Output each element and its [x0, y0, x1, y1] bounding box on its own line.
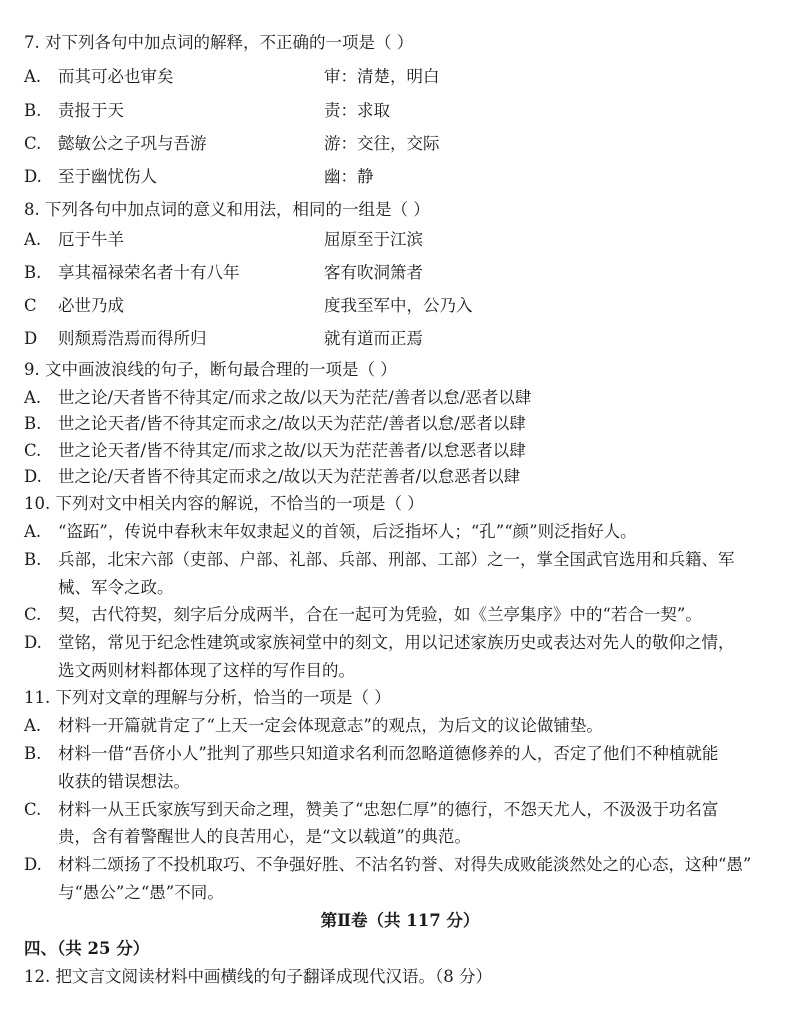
option-label: D.: [24, 467, 42, 486]
q10-option-c: [24, 605, 702, 625]
option-text: 世之论/天者皆不待其定/而求之故/以天为茫茫/善者以怠/恶者以肆: [58, 388, 532, 407]
option-gloss: 度我至军中，公乃入: [324, 296, 473, 315]
q10-option-a: [24, 522, 637, 542]
option-gloss: 屈原至于江滨: [324, 230, 423, 249]
q11-option-a: [24, 716, 603, 736]
option-label: A.: [24, 716, 42, 735]
q9-option-b: [24, 414, 526, 434]
option-text: 必世乃成: [58, 296, 124, 315]
section-title: 第Ⅱ卷（共 117 分）: [320, 911, 480, 930]
option-text: 堂铭，常见于纪念性建筑或家族祠堂中的刻文，用以记述家族历史或表达对先人的敬仰之情，: [58, 633, 735, 652]
q7-option-c: [24, 134, 440, 154]
option-label: D.: [24, 855, 42, 874]
option-label: C.: [24, 800, 42, 819]
q9-option-a: [24, 388, 531, 408]
option-text: 材料一从王氏家族写到天命之理，赞美了“忠恕仁厚”的德行，不怨天尤人，不汲汲于功名富: [58, 800, 719, 819]
q7-option-d: [24, 167, 374, 187]
option-gloss: 游：交往，交际: [324, 134, 440, 153]
q10-option-b: [24, 550, 735, 570]
option-label: C.: [24, 605, 42, 624]
q9-option-d: [24, 467, 520, 487]
option-label: A.: [24, 67, 42, 86]
option-gloss: 责：求取: [324, 101, 390, 120]
option-text: 材料一借“吾侪小人”批判了那些只知道求名利而忽略道德修养的人，否定了他们不种植就能: [58, 744, 719, 763]
option-label: A.: [24, 230, 42, 249]
option-gloss: 幽：静: [324, 167, 374, 186]
option-label: C.: [24, 134, 42, 153]
q10-option-d-cont: 选文两则材料都体现了这样的写作目的。: [58, 661, 355, 680]
q11-option-c: [24, 800, 718, 820]
q11-option-c-cont: 贵，含有着警醒世人的良苦用心，是“文以载道”的典范。: [58, 827, 471, 846]
q8-stem: 8. 下列各句中加点词的意义和用法，相同的一组是（ ）: [24, 200, 430, 219]
option-gloss: 客有吹洞箫者: [324, 263, 423, 282]
q9-stem: 9. 文中画波浪线的句子，断句最合理的一项是（ ）: [24, 360, 397, 379]
part-four-heading: 四、（共 25 分）: [24, 939, 150, 958]
option-text: 至于幽忧伤人: [58, 167, 157, 186]
q7-option-b: [24, 101, 390, 121]
q11-option-d: [24, 855, 751, 875]
q11-option-b-cont: 收获的错误想法。: [58, 772, 190, 791]
q12-stem: 12. 把文言文阅读材料中画横线的句子翻译成现代汉语。（8 分）: [24, 967, 492, 986]
q11-option-d-cont: 与“愚公”之“愚”不同。: [58, 883, 224, 902]
option-text: 享其福禄荣名者十有八年: [58, 263, 240, 282]
option-label: A.: [24, 522, 42, 541]
option-label: A.: [24, 388, 42, 407]
q7-stem: 7. 对下列各句中加点词的解释，不正确的一项是（ ）: [24, 33, 414, 52]
q8-option-a: [24, 230, 423, 250]
option-label: B.: [24, 550, 42, 569]
q9-option-c: [24, 441, 526, 461]
q8-option-c: [24, 296, 473, 316]
q10-stem: 10. 下列对文中相关内容的解说，不恰当的一项是（ ）: [24, 494, 424, 513]
option-label: B.: [24, 101, 42, 120]
option-label: D.: [24, 167, 42, 186]
option-text: 材料二颂扬了不投机取巧、不争强好胜、不沽名钓誉、对得失成败能淡然处之的心态，这种“愚”: [58, 855, 752, 874]
option-text: 厄于牛羊: [58, 230, 124, 249]
option-label: C.: [24, 441, 42, 460]
option-text: 责报于天: [58, 101, 124, 120]
option-label: D.: [24, 633, 42, 652]
option-text: “盗跖”，传说中春秋末年奴隶起义的首领，后泛指坏人；“孔”“颜”则泛指好人。: [58, 522, 637, 541]
q8-option-b: [24, 263, 423, 283]
q11-stem: 11. 下列对文章的理解与分析，恰当的一项是（ ）: [24, 688, 391, 707]
option-text: 材料一开篇就肯定了“上天一定会体现意志”的观点，为后文的议论做铺垫。: [58, 716, 603, 735]
q10-option-d: [24, 633, 735, 653]
option-text: 则颓焉浩焉而得所归: [58, 329, 207, 348]
option-text: 世之论天者/皆不待其定而求之/故以天为茫茫/善者以怠/恶者以肆: [58, 414, 526, 433]
q10-option-b-cont: 械、军令之政。: [58, 578, 174, 597]
option-text: 兵部，北宋六部（吏部、户部、礼部、兵部、刑部、工部）之一，掌全国武官选用和兵籍、军: [58, 550, 735, 569]
option-gloss: 就有道而正焉: [324, 329, 423, 348]
option-text: 世之论天者/皆不待其定/而求之故/以天为茫茫善者/以怠恶者以肆: [58, 441, 526, 460]
option-text: 契，古代符契，刻字后分成两半，合在一起可为凭验，如《兰亭集序》中的“若合一契”。: [58, 605, 702, 624]
option-label: B.: [24, 744, 42, 763]
q11-option-b: [24, 744, 718, 764]
q7-option-a: [24, 67, 440, 87]
option-gloss: 审：清楚，明白: [324, 67, 440, 86]
option-label: C: [24, 296, 37, 315]
option-label: B.: [24, 263, 42, 282]
option-label: D: [24, 329, 38, 348]
q8-option-d: [24, 329, 423, 349]
option-text: 懿敏公之子巩与吾游: [58, 134, 207, 153]
option-text: 而其可必也审矣: [58, 67, 174, 86]
option-text: 世之论/天者皆不待其定而求之/故以天为茫茫善者/以怠恶者以肆: [58, 467, 521, 486]
option-label: B.: [24, 414, 42, 433]
